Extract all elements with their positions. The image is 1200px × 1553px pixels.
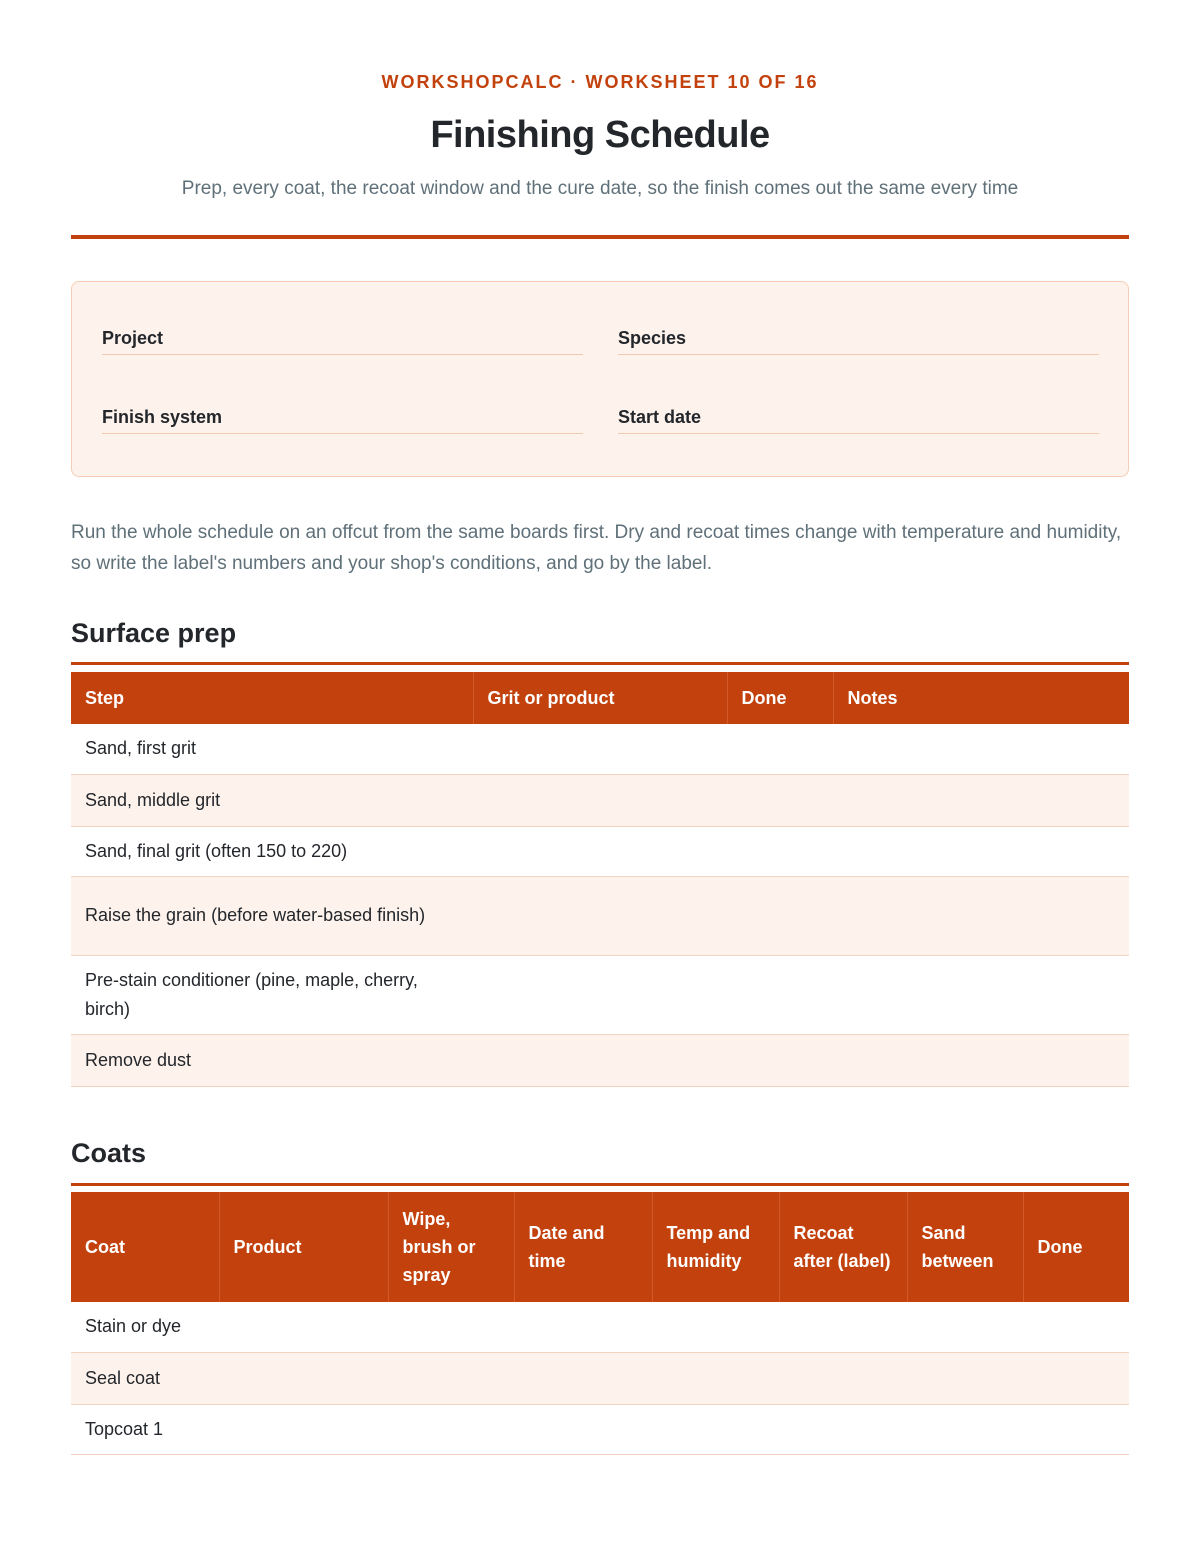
recoat-cell[interactable] (779, 1352, 907, 1404)
product-cell[interactable] (219, 1352, 388, 1404)
coats-table (71, 1192, 1129, 1455)
page-subtitle: Prep, every coat, the recoat window and the cure date, so the finish comes out the same every time (181, 178, 1019, 199)
method-cell[interactable] (388, 1352, 514, 1404)
grit-cell[interactable] (473, 724, 727, 774)
project-field[interactable] (102, 296, 583, 355)
coats-heading: Coats (71, 1138, 147, 1168)
notes-cell[interactable] (833, 876, 1129, 955)
product-cell[interactable] (219, 1302, 388, 1352)
finish-system-field[interactable] (102, 375, 583, 434)
grit-cell[interactable] (473, 955, 727, 1034)
method-cell[interactable] (388, 1404, 514, 1454)
column-header-recoat: Recoat after (label) (779, 1192, 907, 1302)
date-time-cell[interactable] (514, 1352, 652, 1404)
done-cell[interactable] (727, 724, 833, 774)
method-cell[interactable] (388, 1302, 514, 1352)
grit-cell[interactable] (473, 1034, 727, 1086)
notes-cell[interactable] (833, 774, 1129, 826)
grit-cell[interactable] (473, 876, 727, 955)
coat-cell: Stain or dye (71, 1302, 219, 1352)
table-row (71, 774, 1129, 826)
done-cell[interactable] (1023, 1352, 1129, 1404)
species-field[interactable] (618, 296, 1099, 355)
recoat-cell[interactable] (779, 1404, 907, 1454)
start-date-label: Start date (618, 407, 702, 427)
notes-cell[interactable] (833, 955, 1129, 1034)
project-info-card (71, 281, 1129, 477)
column-header-done: Done (727, 672, 833, 724)
table-row (71, 1302, 1129, 1352)
start-date-field[interactable] (618, 375, 1099, 434)
temp-humidity-cell[interactable] (652, 1352, 779, 1404)
temp-humidity-cell[interactable] (652, 1302, 779, 1352)
date-time-cell[interactable] (514, 1302, 652, 1352)
table-row (71, 1352, 1129, 1404)
coats-divider (71, 1183, 1129, 1186)
done-cell[interactable] (727, 774, 833, 826)
table-row (71, 1404, 1129, 1454)
temp-humidity-cell[interactable] (652, 1404, 779, 1454)
finish-system-label: Finish system (102, 407, 223, 427)
notes-cell[interactable] (833, 1034, 1129, 1086)
step-cell: Sand, middle grit (71, 774, 473, 826)
date-time-cell[interactable] (514, 1404, 652, 1454)
surface-prep-heading: Surface prep (71, 618, 237, 648)
column-header-grit: Grit or product (473, 672, 727, 724)
notes-cell[interactable] (833, 826, 1129, 876)
table-header-row (71, 1192, 1129, 1302)
column-header-product: Product (219, 1192, 388, 1302)
grit-cell[interactable] (473, 826, 727, 876)
done-cell[interactable] (727, 1034, 833, 1086)
table-row (71, 1034, 1129, 1086)
project-label: Project (102, 328, 164, 348)
product-cell[interactable] (219, 1404, 388, 1454)
table-row (71, 826, 1129, 876)
step-cell: Sand, final grit (often 150 to 220) (71, 826, 473, 876)
coat-cell: Topcoat 1 (71, 1404, 219, 1454)
done-cell[interactable] (727, 876, 833, 955)
species-label: Species (618, 328, 687, 348)
sand-between-cell[interactable] (907, 1352, 1023, 1404)
column-header-temp-humidity: Temp and humidity (652, 1192, 779, 1302)
table-row (71, 876, 1129, 955)
table-header-row (71, 672, 1129, 724)
done-cell[interactable] (727, 955, 833, 1034)
sand-between-cell[interactable] (907, 1302, 1023, 1352)
column-header-method: Wipe, brush or spray (388, 1192, 514, 1302)
column-header-sand-between: Sand between (907, 1192, 1023, 1302)
column-header-notes: Notes (833, 672, 1129, 724)
table-row (71, 955, 1129, 1034)
grit-cell[interactable] (473, 774, 727, 826)
done-cell[interactable] (1023, 1302, 1129, 1352)
step-cell: Remove dust (71, 1034, 473, 1086)
step-cell: Sand, first grit (71, 724, 473, 774)
recoat-cell[interactable] (779, 1302, 907, 1352)
sand-between-cell[interactable] (907, 1404, 1023, 1454)
intro-paragraph: Run the whole schedule on an offcut from the same boards first. Dry and recoat times change with temperature and humidity, so write the label's numbers and your shop's conditions, and go by the label. (71, 522, 1122, 574)
coat-cell: Seal coat (71, 1352, 219, 1404)
column-header-date-time: Date and time (514, 1192, 652, 1302)
done-cell[interactable] (727, 826, 833, 876)
worksheet-eyebrow: WORKSHOPCALC · WORKSHEET 10 OF 16 (381, 72, 819, 92)
surface-prep-divider (71, 662, 1129, 665)
page-title: Finishing Schedule (430, 114, 770, 156)
notes-cell[interactable] (833, 724, 1129, 774)
column-header-done: Done (1023, 1192, 1129, 1302)
column-header-step: Step (71, 672, 473, 724)
table-row (71, 724, 1129, 774)
done-cell[interactable] (1023, 1404, 1129, 1454)
surface-prep-table (71, 672, 1129, 1087)
step-cell: Pre-stain conditioner (pine, maple, cherry, birch) (71, 955, 473, 1034)
step-cell: Raise the grain (before water-based finish) (71, 876, 473, 955)
header-divider (71, 235, 1129, 239)
column-header-coat: Coat (71, 1192, 219, 1302)
